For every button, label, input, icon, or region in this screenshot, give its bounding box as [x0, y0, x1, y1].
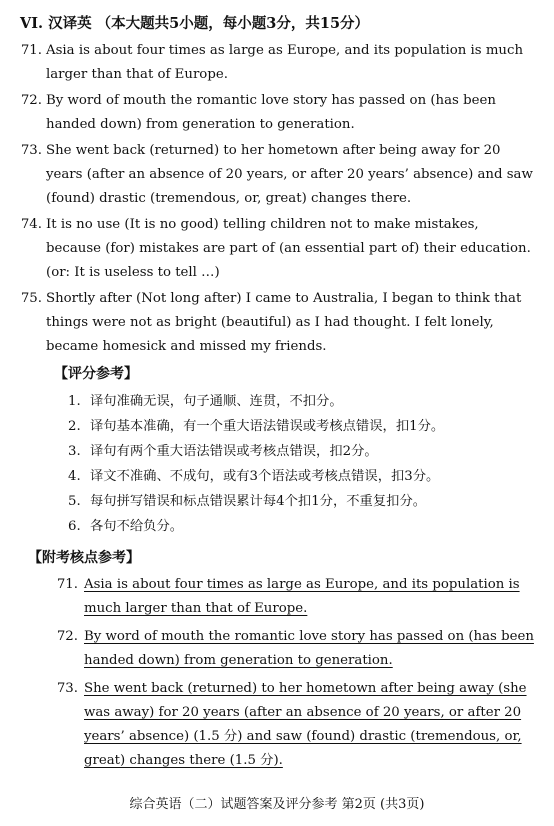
- grading-label: 【评分参考】: [54, 366, 138, 382]
- grading-rules: [68, 389, 536, 539]
- rule-number: 3.: [68, 444, 81, 459]
- answer-number: 73.: [20, 143, 42, 158]
- answers-list: [16, 39, 536, 359]
- grading-rule: [68, 464, 536, 489]
- answer-item: [16, 139, 536, 211]
- section-title: VI. 汉译英 （本大题共5小题，每小题3分，共15分）: [20, 15, 370, 32]
- answer-text: She went back (returned) to her hometown after being away for 20 years (after an absence of 20 years, or after 20 years’ absence) and saw (found) drastic (tremendous, or, great) changes there.: [46, 143, 533, 206]
- answer-item: [16, 213, 536, 285]
- answer-number: 71.: [20, 43, 42, 58]
- answer-number: 74.: [20, 217, 42, 232]
- answer-item: [16, 39, 536, 87]
- rule-number: 1.: [68, 394, 81, 409]
- answer-text: It is no use (It is no good) telling children not to make mistakes, because (for) mistakes are part of (an essential part of) their education. (or: It is useless to tell …): [46, 217, 531, 280]
- key-points-list: [16, 573, 536, 773]
- key-point-item: [50, 625, 536, 673]
- answer-number: 72.: [20, 93, 42, 108]
- rule-number: 5.: [68, 494, 81, 509]
- rule-number: 6.: [68, 519, 81, 534]
- answer-text: By word of mouth the romantic love story has passed on (has been handed down) from generation to generation.: [46, 93, 496, 132]
- rule-text: 译句准确无误，句子通顺、连贯，不扣分。: [90, 394, 343, 409]
- answer-item: [16, 89, 536, 137]
- key-point-number: 73.: [56, 681, 78, 696]
- rule-text: 译句基本准确，有一个重大语法错误或考核点错误，扣1分。: [90, 419, 445, 434]
- key-point-item: [50, 573, 536, 621]
- rule-number: 2.: [68, 419, 81, 434]
- page-footer: 综合英语（二）试题答案及评分参考 第2页 (共3页): [129, 797, 425, 812]
- grading-rule: [68, 514, 536, 539]
- key-point-text: Asia is about four times as large as Europe, and its population is much larger than that of Europe.: [84, 577, 520, 616]
- key-point-item: [50, 677, 536, 773]
- key-point-text: By word of mouth the romantic love story has passed on (has been handed down) from generation to generation.: [84, 629, 534, 668]
- rule-text: 各句不给负分。: [90, 519, 184, 534]
- key-point-number: 72.: [56, 629, 78, 644]
- rule-text: 译文不准确、不成句，或有3个语法或考核点错误，扣3分。: [90, 469, 440, 484]
- answer-item: [16, 287, 536, 359]
- answer-number: 75.: [20, 291, 42, 306]
- key-point-text: She went back (returned) to her hometown after being away (she was away) for 20 years (after an absence of 20 years, or after 20 years’ absence) (1.5 分) and saw (found) drastic (tremendous, or, great) changes there (1.5 分).: [84, 681, 527, 768]
- rule-number: 4.: [68, 469, 81, 484]
- grading-rule: [68, 414, 536, 439]
- grading-rule: [68, 439, 536, 464]
- rule-text: 每句拼写错误和标点错误累计每4个扣1分，不重复扣分。: [90, 494, 427, 509]
- answer-text: Asia is about four times as large as Europe, and its population is much larger than that of Europe.: [46, 43, 524, 82]
- key-points-label: 【附考核点参考】: [28, 550, 140, 566]
- key-point-number: 71.: [56, 577, 78, 592]
- grading-rule: [68, 389, 536, 414]
- grading-rule: [68, 489, 536, 514]
- answer-text: Shortly after (Not long after) I came to Australia, I began to think that things were not as bright (beautiful) as I had thought. I felt lonely, became homesick and missed my friends.: [46, 291, 522, 354]
- rule-text: 译句有两个重大语法错误或考核点错误，扣2分。: [90, 444, 378, 459]
- grading-reference: [46, 361, 536, 539]
